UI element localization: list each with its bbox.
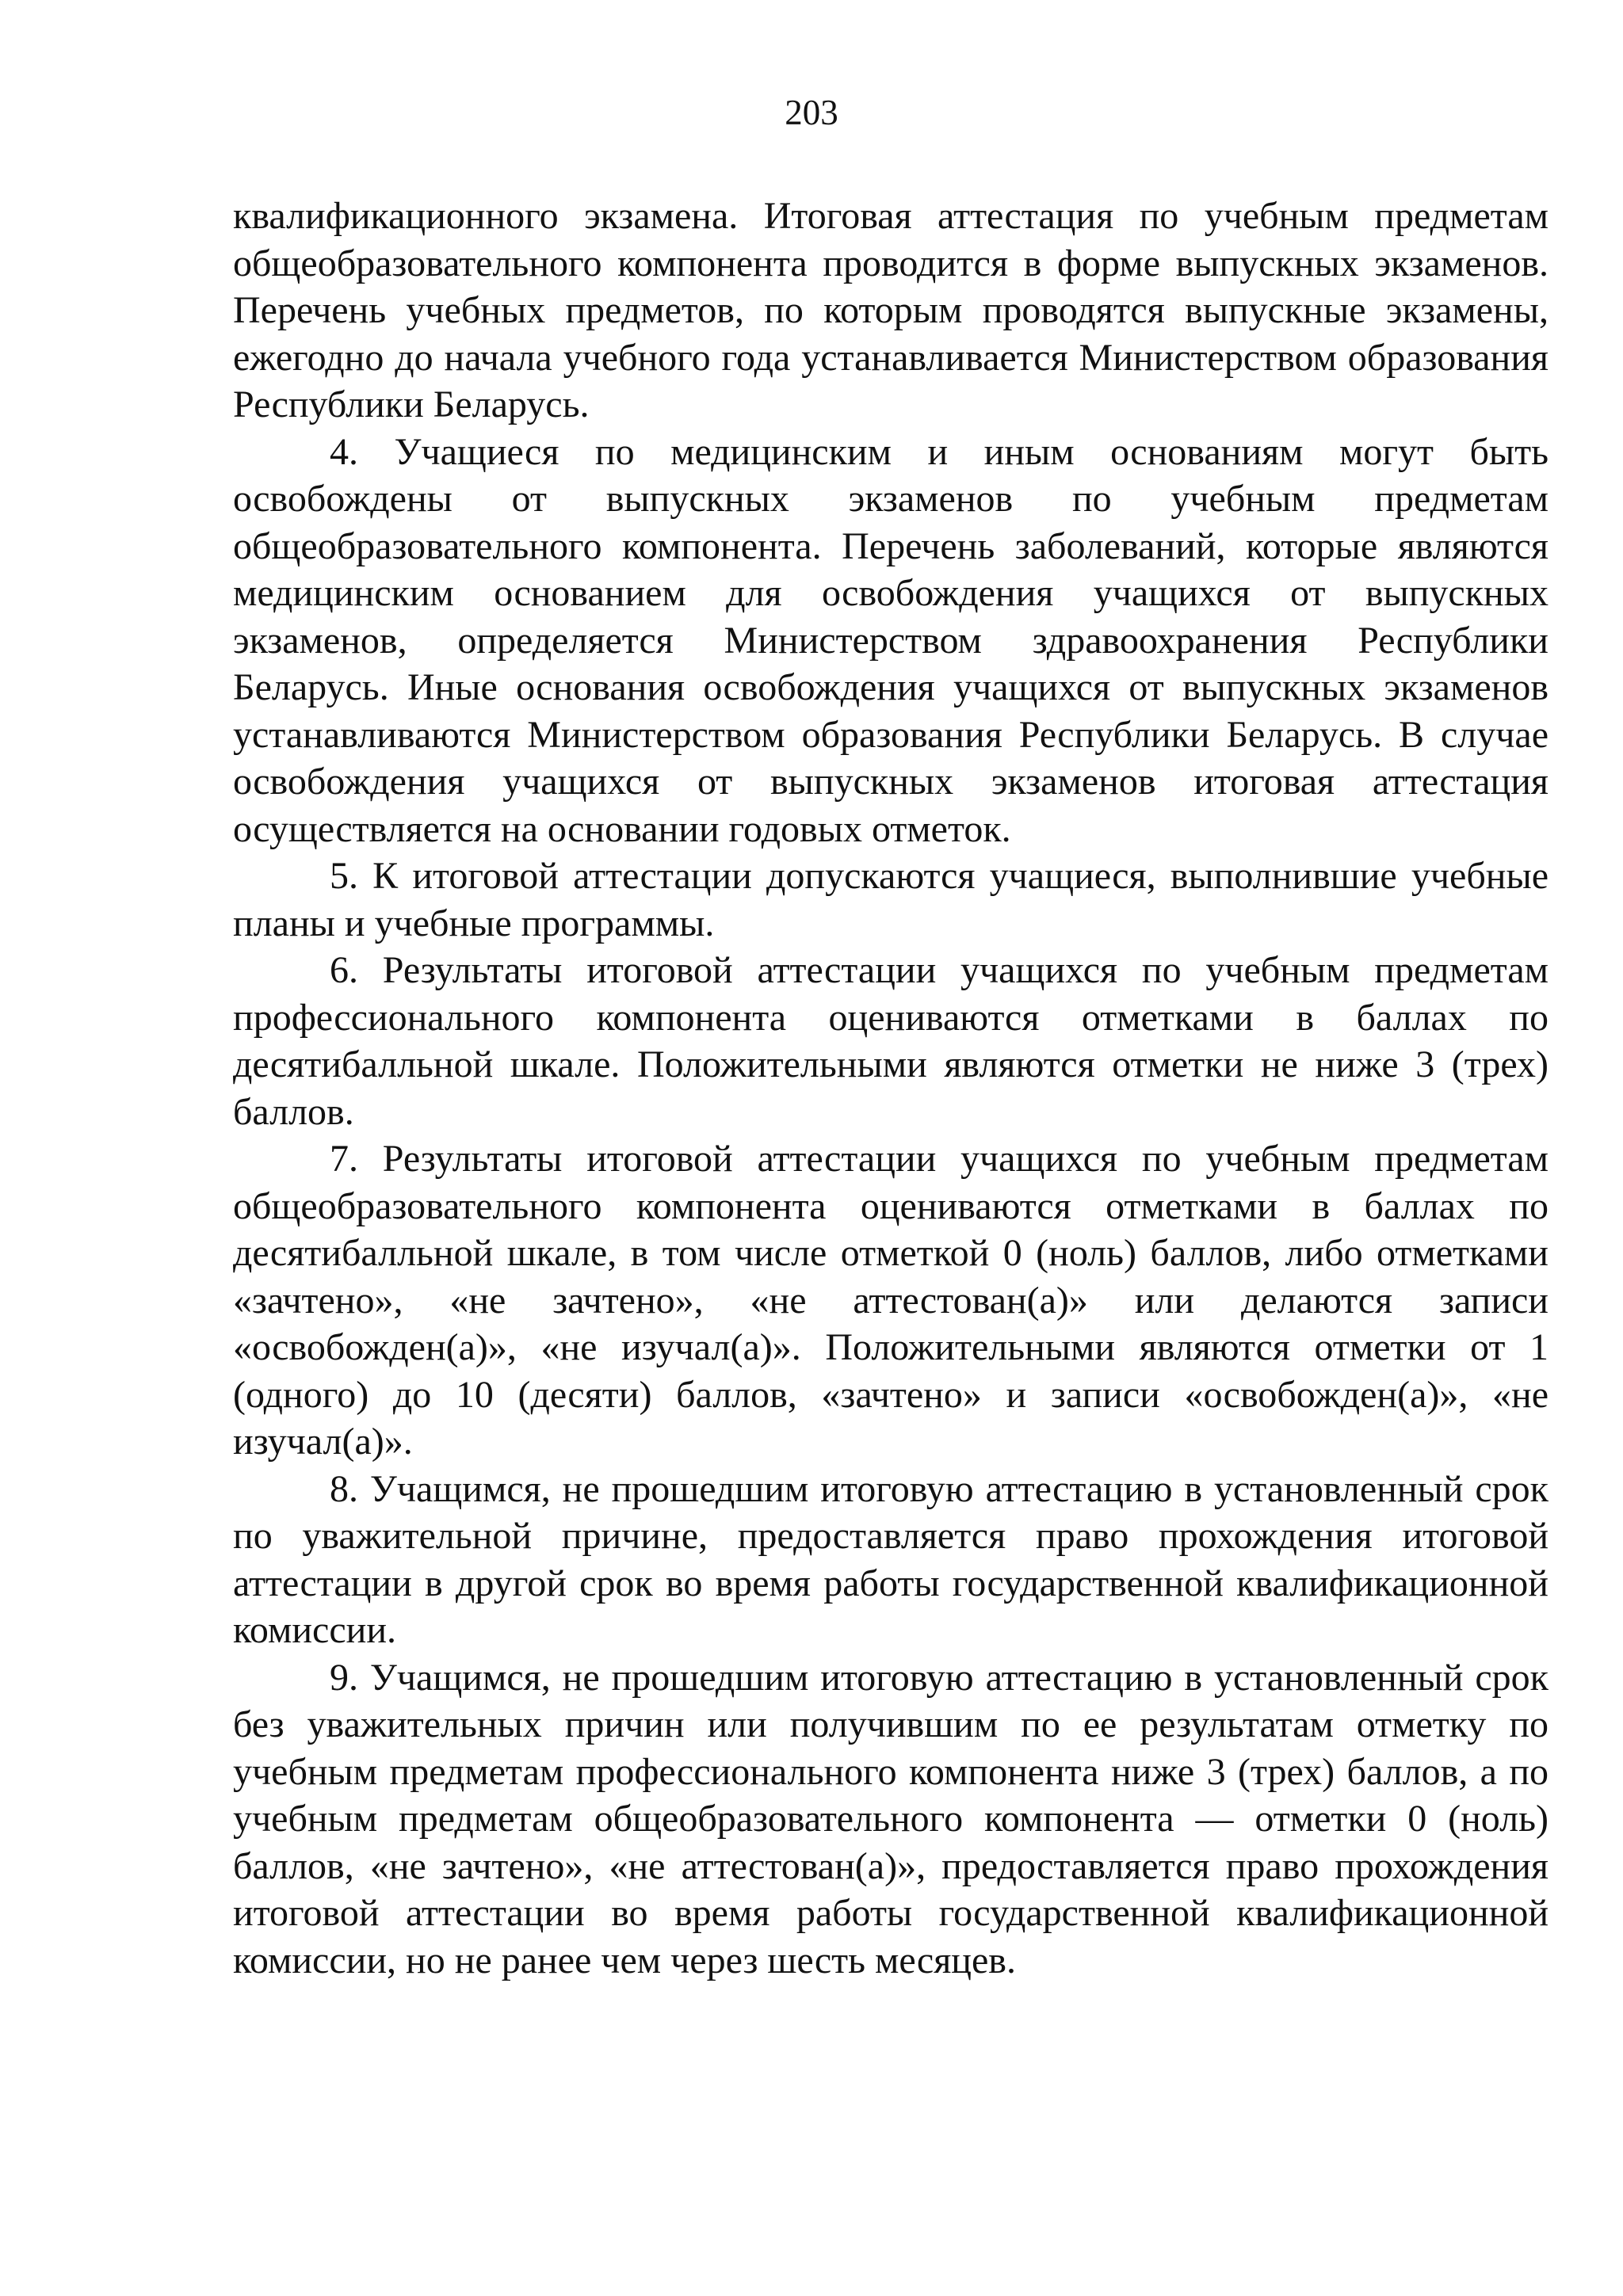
document-body	[233, 193, 1549, 1984]
paragraph-item-6: 6. Результаты итоговой аттестации учащихся по учебным предметам профессионального компонента оцениваются отметками в баллах по десятибалльной шкале. Положительными являются отметки не ниже 3 (трех) баллов.	[233, 949, 1549, 1133]
paragraph-item-9: 9. Учащимся, не прошедшим итоговую аттестацию в установленный срок без уважительных причин или получившим по ее результатам отметку по учебным предметам профессионального компонента ниже 3 (трех) баллов, а по учебным предметам общеобразовательного компонента — отметки 0 (ноль) баллов, «не зачтено», «не аттестован(а)», предоставляется право прохождения итоговой аттестации во время работы государственной квалификационной комиссии, но не ранее чем через шесть месяцев.	[233, 1656, 1549, 1981]
paragraph-item-7: 7. Результаты итоговой аттестации учащихся по учебным предметам общеобразовательного компонента оцениваются отметками в баллах по десятибалльной шкале, в том числе отметкой 0 (ноль) баллов, либо отметками «зачтено», «не зачтено», «не аттестован(а)» или делаются записи «освобожден(а)», «не изучал(а)». Положительными являются отметки от 1 (одного) до 10 (десяти) баллов, «зачтено» и записи «освобожден(а)», «не изучал(а)».	[233, 1138, 1549, 1463]
page-number: 203	[785, 93, 838, 132]
paragraph-item-5: 5. К итоговой аттестации допускаются учащиеся, выполнившие учебные планы и учебные программы.	[233, 855, 1549, 944]
paragraph-continuation: квалификационного экзамена. Итоговая аттестация по учебным предметам общеобразовательного компонента проводится в форме выпускных экзаменов. Перечень учебных предметов, по которым проводятся выпускные экзамены, ежегодно до начала учебного года устанавливается Министерством образования Республики Беларусь.	[233, 195, 1549, 425]
paragraph-item-4: 4. Учащиеся по медицинским и иным основаниям могут быть освобождены от выпускных экзаменов по учебным предметам общеобразовательного компонента. Перечень заболеваний, которые являются медицинским основанием для освобождения учащихся от выпускных экзаменов, определяется Министерством здравоохранения Республики Беларусь. Иные основания освобождения учащихся от выпускных экзаменов устанавливаются Министерством образования Республики Беларусь. В случае освобождения учащихся от выпускных экзаменов итоговая аттестация осуществляется на основании годовых отметок.	[233, 430, 1549, 850]
paragraph-item-8: 8. Учащимся, не прошедшим итоговую аттестацию в установленный срок по уважительной причине, предоставляется право прохождения итоговой аттестации в другой срок во время работы государственной квалификационной комиссии.	[233, 1467, 1549, 1651]
